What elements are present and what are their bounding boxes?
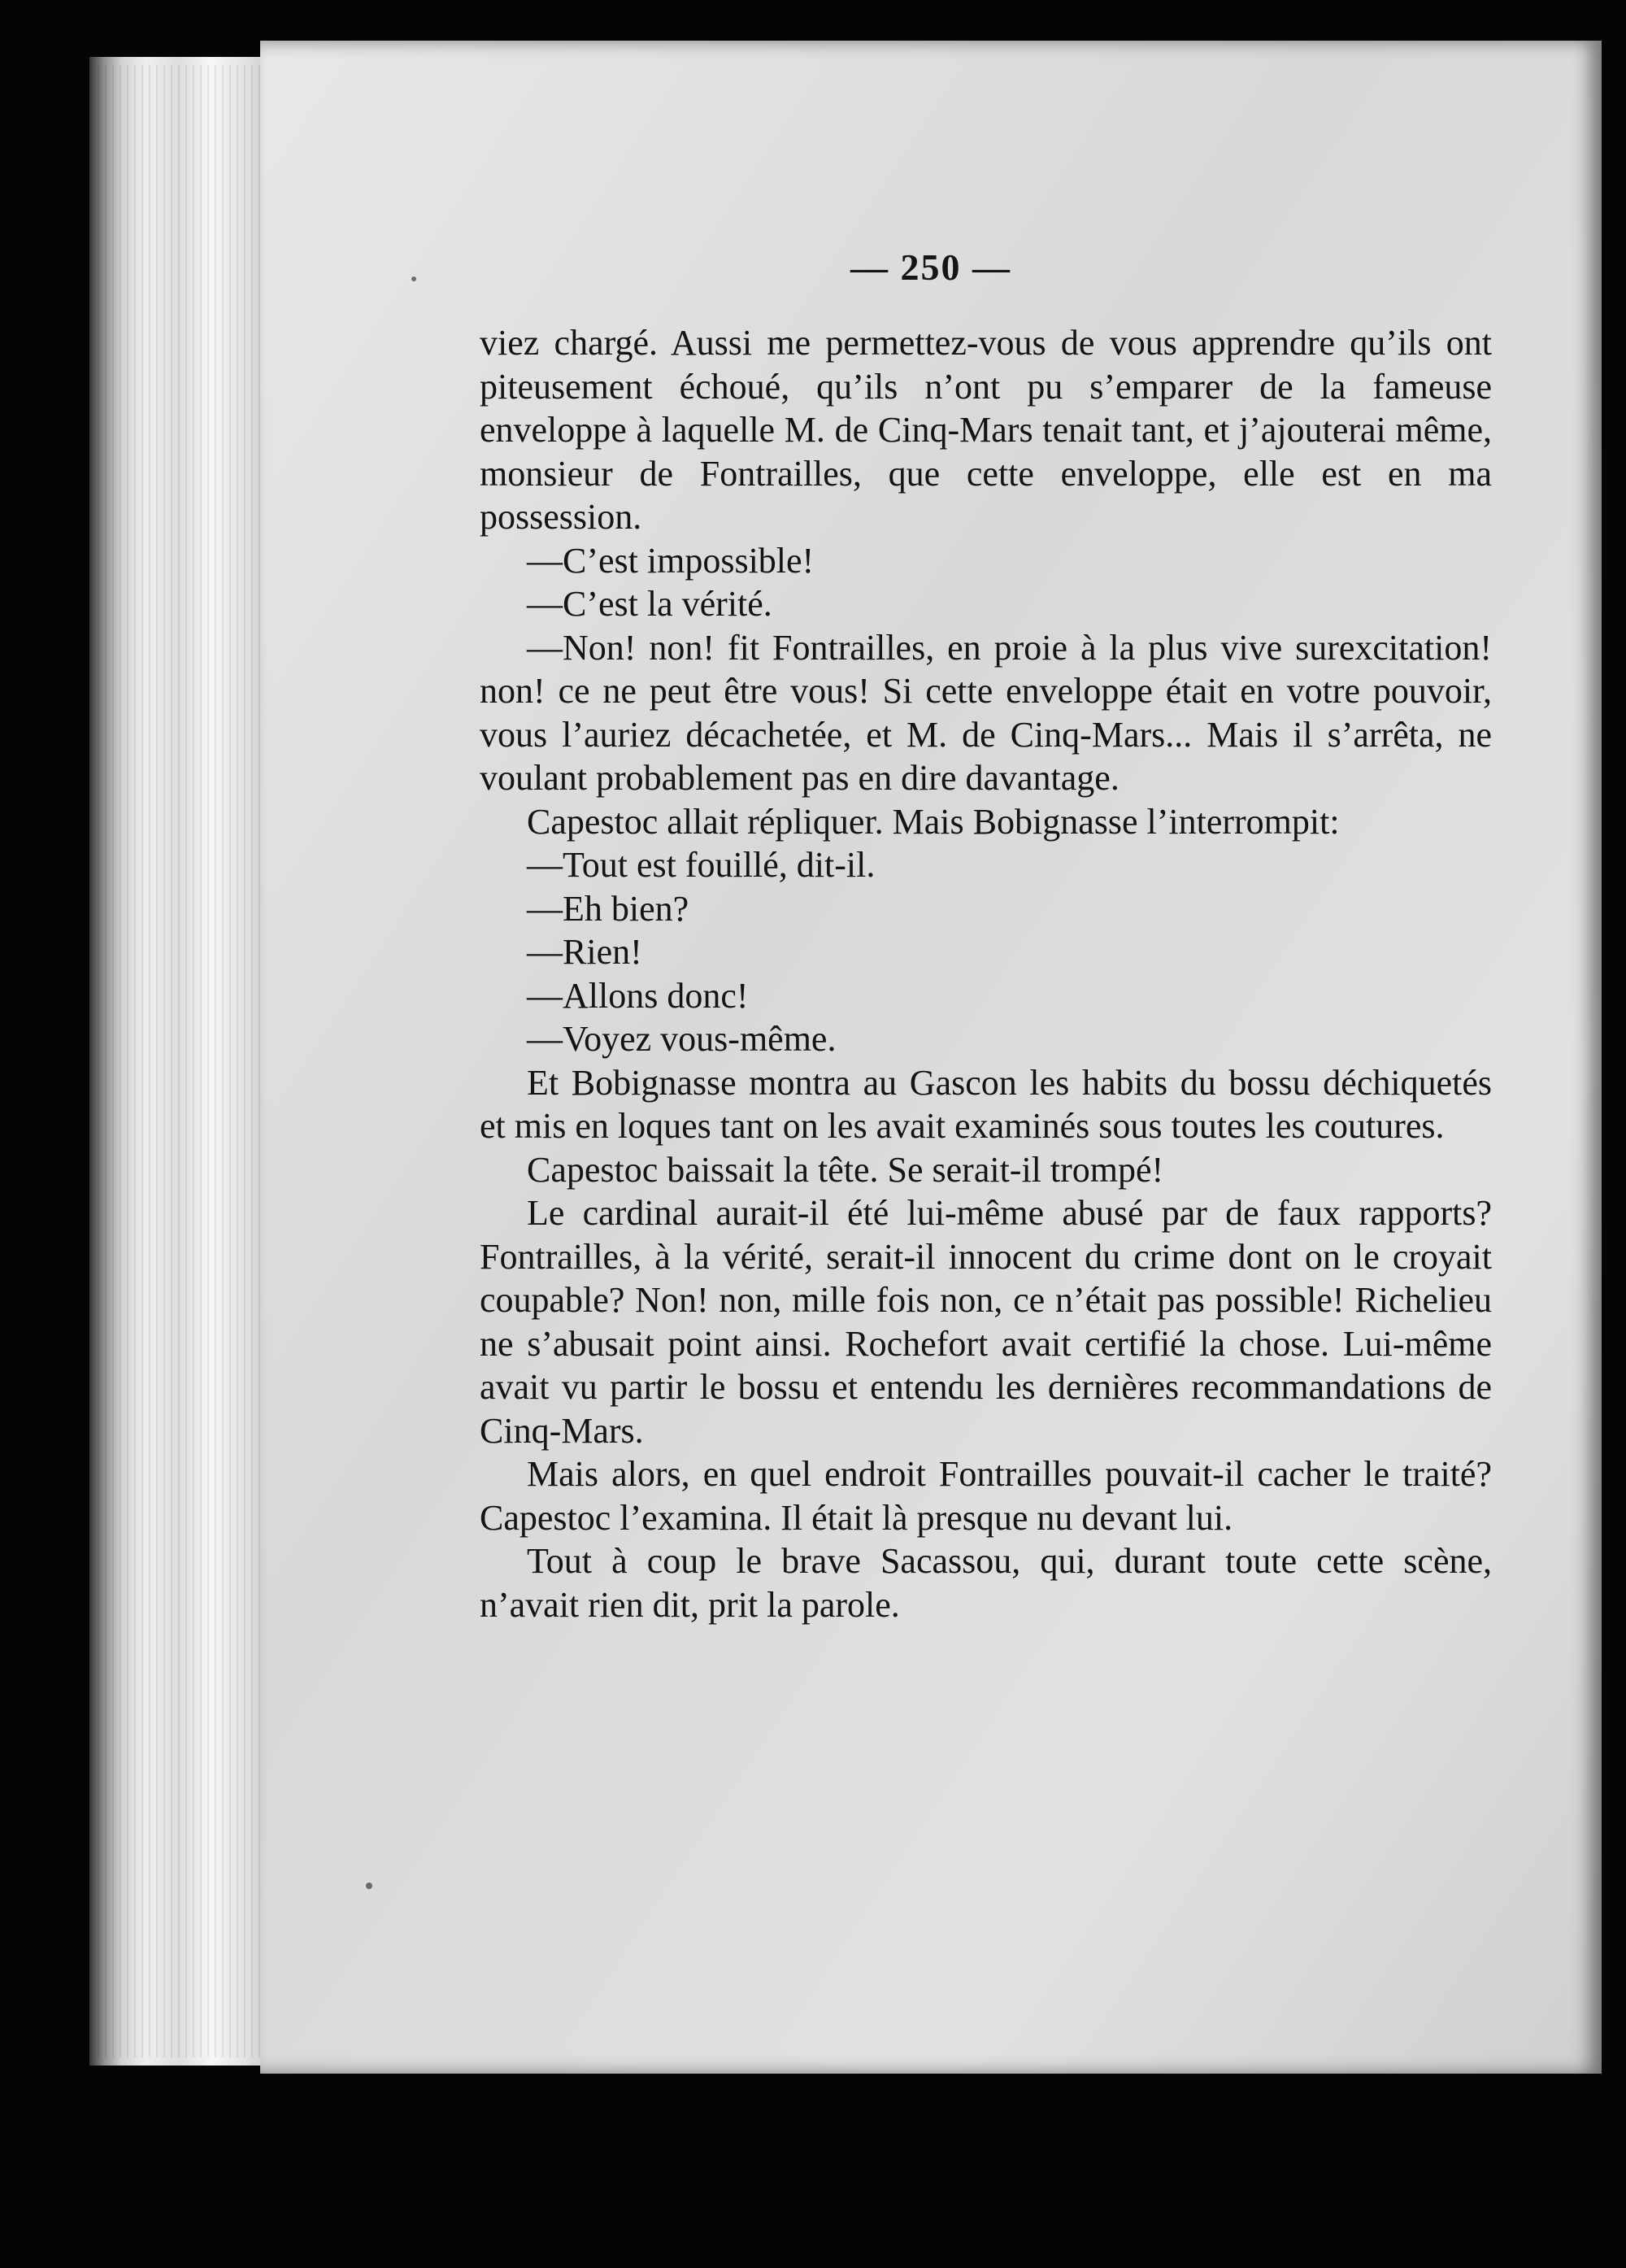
paragraph: Tout à coup le brave Sacassou, qui, durant toute cette scène, n’avait rien dit, prit la parole.: [480, 1541, 1492, 1625]
paragraph: Capestoc allait répliquer. Mais Bobignasse l’interrompit:: [527, 801, 1340, 842]
paragraph: —Rien!: [527, 932, 642, 972]
paragraph: —Eh bien?: [527, 888, 689, 929]
page-number: — 250 —: [850, 246, 1011, 288]
paragraph: —Tout est fouillé, dit-il.: [527, 845, 876, 885]
paragraph: Le cardinal aurait-il été lui-même abusé par de faux rapports? Fontrailles, à la vérité, serait-il innocent du crime dont on le croyait coupable? Non! non, mille fois non, ce n’était pas possible! Richelieu ne s’abusait point ainsi. Rochefort avait certifié la chose. Lui-même avait vu partir le bossu et entendu les dernières recommandations de Cinq-Mars.: [480, 1193, 1492, 1451]
paragraph: Et Bobignasse montra au Gascon les habits du bossu déchiquetés et mis en loques tant on les avait examinés sous toutes les coutures.: [480, 1062, 1492, 1146]
paragraph: Capestoc baissait la tête. Se serait-il trompé!: [527, 1149, 1164, 1190]
paragraph: —Allons donc!: [527, 975, 749, 1016]
ink-speck: [411, 276, 416, 281]
paragraph: —C’est impossible!: [527, 540, 815, 581]
ink-speck: [366, 1883, 372, 1889]
paragraph: —Voyez vous-même.: [527, 1019, 837, 1059]
page-edge-lines: [98, 65, 276, 2057]
paragraph: viez chargé. Aussi me permettez-vous de vous apprendre qu’ils ont piteusement échoué, qu’ils n’ont pu s’emparer de la fameuse enveloppe à laquelle M. de Cinq-Mars tenait tant, et j’ajouterai même, monsieur de Fontrailles, que cette enveloppe, elle est en ma possession.: [480, 323, 1492, 537]
paragraph: Mais alors, en quel endroit Fontrailles pouvait-il cacher le traité? Capestoc l’examina. Il était là presque nu devant lui.: [480, 1454, 1492, 1538]
paragraph: —C’est la vérité.: [527, 584, 772, 624]
paragraph: —Non! non! fit Fontrailles, en proie à la plus vive surexcitation! non! ce ne peut être vous! Si cette enveloppe était en votre pouvoir, vous l’auriez décachetée, et M. de Cinq-Mars... Mais il s’arrêta, ne voulant probablement pas en dire davantage.: [480, 627, 1492, 798]
body-text: [480, 321, 1492, 1626]
